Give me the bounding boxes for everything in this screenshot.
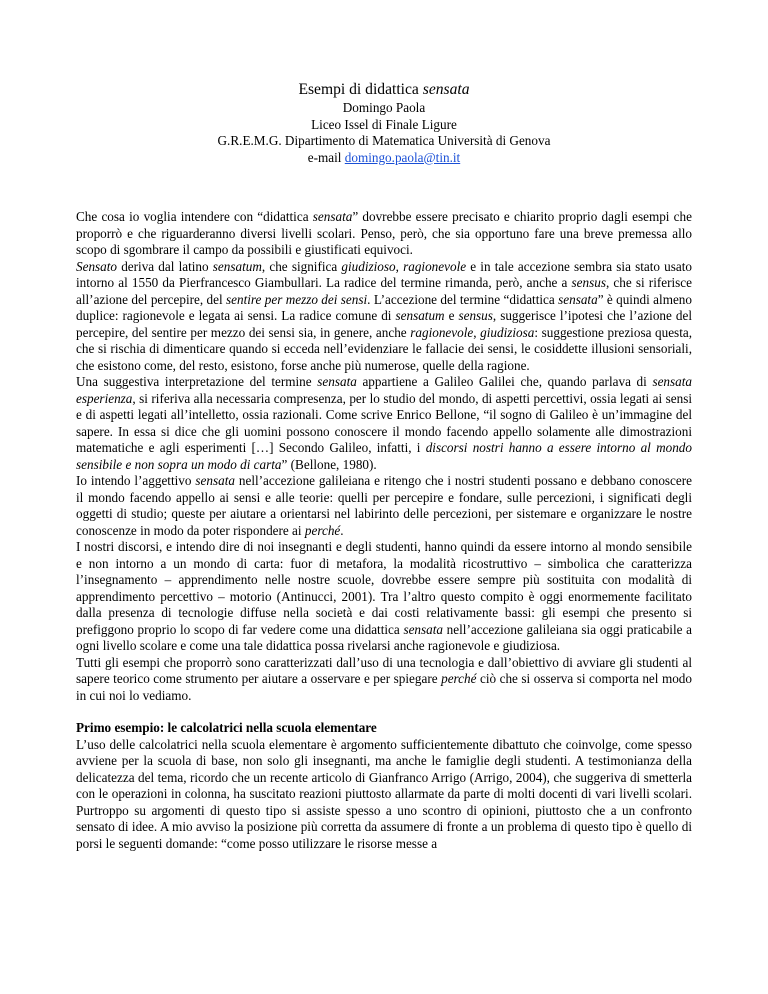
email-link[interactable]: domingo.paola@tin.it: [344, 149, 461, 165]
document-header: [76, 80, 692, 166]
paragraph-calculators: L’uso delle calcolatrici nella scuola elementare è argomento sufficientemente dibattuto che coinvolge, come spesso avviene per la scuola di base, non solo gli insegnanti, ma anche le famiglie degli studenti. A testimonianza della delicatezza del tema, ricordo che un recente articolo di Gianfranco Arrigo (Arrigo, 2004), che suggeriva di smetterla con le operazioni in colonna, ha suscitato reazioni piuttosto allarmate da parte di molti docenti di vari livelli scolari. Purtroppo su argomenti di questo tipo si assiste spesso a uno scontro di opinioni, piuttosto che a un confronto sensato di idee. A mio avviso la posizione più corretta da assumere di fronte a un problema di questo tipo è quello di porsi le seguenti domande: “come posso utilizzare le risorse messe a: [76, 736, 692, 851]
paragraph-intent: Io intendo l’aggettivo sensata nell’accezione galileiana e ritengo che i nostri studenti possano e debbano conoscere il mondo facendo appello ai sensi e alle teorie: quelli per percepire e fondare, sulle percezioni, i significati degli oggetti di studio; queste per aiutare a orientarsi nel labirinto delle percezioni, per sistemare e organizzare le nostre conoscenze in modo da poter rispondere ai perché.: [76, 473, 692, 538]
section-heading: Primo esempio: le calcolatrici nella scuola elementare: [76, 720, 377, 735]
email-line: e-mail domingo.paola@tin.it: [307, 149, 461, 165]
title-italic: sensata: [422, 81, 470, 98]
paragraph-etymology: Sensato deriva dal latino sensatum, che significa giudizioso, ragionevole e in tale accezione sembra sia stato usato intorno al 1550 da Pierfrancesco Giambullari. La radice del termine rimanda, però, anche a sensus, che si riferisce all’azione del percepire, del sentire per mezzo dei sensi. L’accezione del termine “didattica sensata” è quindi almeno duplice: ragionevole e legata ai sensi. La radice comune di sensatum e sensus, suggerisce l’ipotesi che l’azione del percepire, del sentire per mezzo dei sensi sia, in genere, anche ragionevole, giudiziosa: suggestione preziosa questa, che si rischia di dimenticare quando si ecceda nell’evidenziare le fallacie dei sensi, le cosiddette illusioni sensoriali, che esistono come, del resto, esistono, forse anche più numerose, quelle della ragione.: [76, 258, 693, 373]
document-title: Esempi di didattica sensata: [298, 81, 470, 98]
paragraph-galileo: Una suggestiva interpretazione del termine sensata appartiene a Galileo Galilei che, quando parlava di sensata esperienza, si riferiva alla necessaria compresenza, per lo studio del mondo, di aspetti percettivi, ossia legati ai sensi e di aspetti legati all’intelletto, ossia razionali. Come scrive Enrico Bellone, “il sogno di Galileo è un’immagine del sapere. In essa si dice che gli uomini possono conoscere il mondo facendo appello solamente alle dimostrazioni matematiche e agli esperimenti […] Secondo Galileo, infatti, i discorsi nostri hanno a essere intorno al mondo sensibile e non sopra un modo di carta” (Bellone, 1980).: [76, 374, 692, 472]
affiliation-school: Liceo Issel di Finale Ligure: [311, 116, 457, 132]
affiliation-university: G.R.E.M.G. Dipartimento di Matematica Università di Genova: [217, 133, 551, 148]
paragraph-examples: Tutti gli esempi che proporrò sono caratterizzati dall’uso di una tecnologia e dall’obiettivo di avviare gli studenti al sapere teorico come strumento per aiutare a osservare e per spiegare perché ciò che si osserva si comporta nel modo in cui noi lo vediamo.: [76, 654, 692, 703]
paragraph-discourse: I nostri discorsi, e intendo dire di noi insegnanti e degli studenti, hanno quindi da essere intorno al mondo sensibile e non intorno a un mondo di carta: fuor di metafora, la modalità ricostruttivo – simbolica che caratterizza l’insegnamento – apprendimento nelle nostre scuole, dovrebbe essere sempre più sostituita con modalità di apprendimento percettivo – motorio (Antinucci, 2001). Tra l’altro questo compito è oggi enormemente facilitato dalla presenza di tecnologie diffuse nella società e dai costi relativamente bassi: gli esempi che presento si prefiggono proprio lo scopo di far vedere come una didattica sensata nell’accezione galileiana sia oggi praticabile a ogni livello scolare e come una tale didattica possa rivelarsi anche ragionevole e giudiziosa.: [76, 539, 692, 653]
author-name: Domingo Paola: [342, 100, 426, 115]
paragraph-intro: Che cosa io voglia intendere con “didattica sensata” dovrebbe essere precisato e chiarito proprio dagli esempi che proporrò e che riguarderanno diversi livelli scolari. Penso, però, che sia opportuno fare una breve premessa allo scopo di sgombrare il campo da possibili e giustificati equivoci.: [76, 209, 692, 257]
